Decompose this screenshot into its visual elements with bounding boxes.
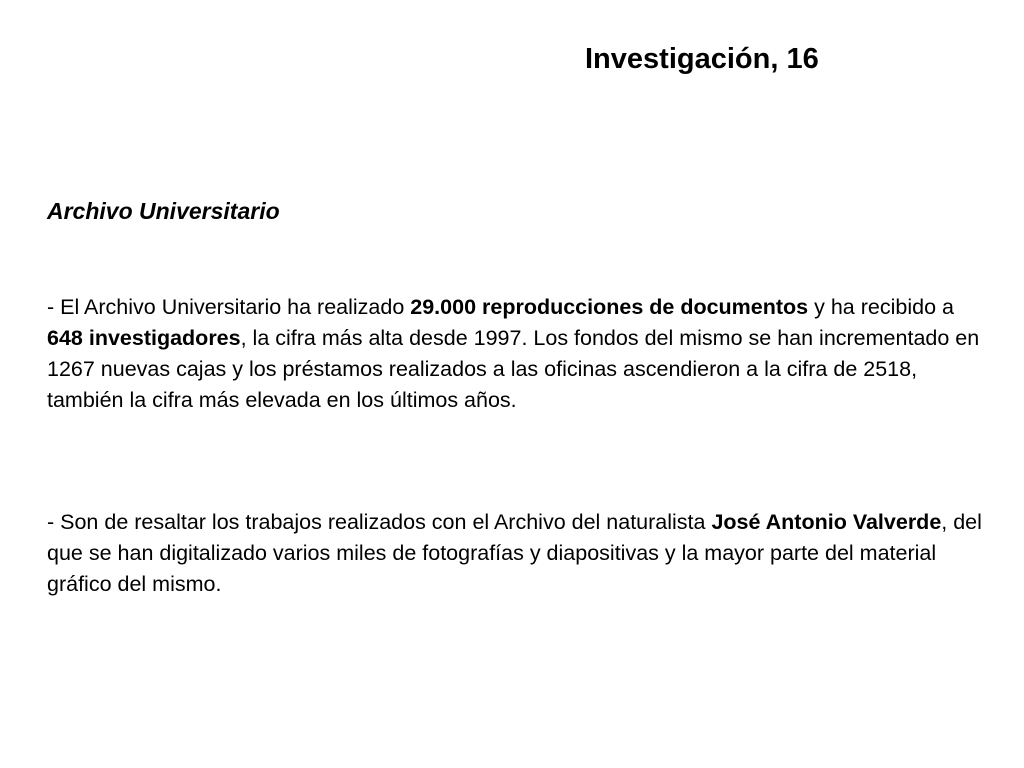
slide-title: Investigación, 16: [585, 43, 819, 75]
highlight-reproducciones: 29.000 reproducciones de documentos: [410, 295, 809, 319]
paragraph-text: - El Archivo Universitario ha realizado: [47, 295, 411, 319]
highlight-investigadores: 648 investigadores: [47, 326, 241, 350]
highlight-valverde: José Antonio Valverde: [711, 510, 942, 534]
paragraph-text: , la cifra más alta desde 1997. Los fondos del mismo se han incrementado en 1267 nuevas cajas y los préstamos realizados a las oficinas ascendieron a la cifra de 2518, también la cifra más elevada en los últimos años.: [47, 326, 980, 412]
paragraph-text: y ha recibido a: [808, 295, 954, 319]
paragraph-text: - Son de resaltar los trabajos realizados con el Archivo del naturalista: [47, 510, 712, 534]
paragraph-text: , del que se han digitalizado varios miles de fotografías y diapositivas y la mayor parte del material gráfico del mismo.: [47, 510, 982, 596]
paragraph-archivo-stats: [47, 292, 982, 416]
paragraph-valverde: [47, 507, 982, 600]
section-heading: Archivo Universitario: [47, 198, 280, 224]
